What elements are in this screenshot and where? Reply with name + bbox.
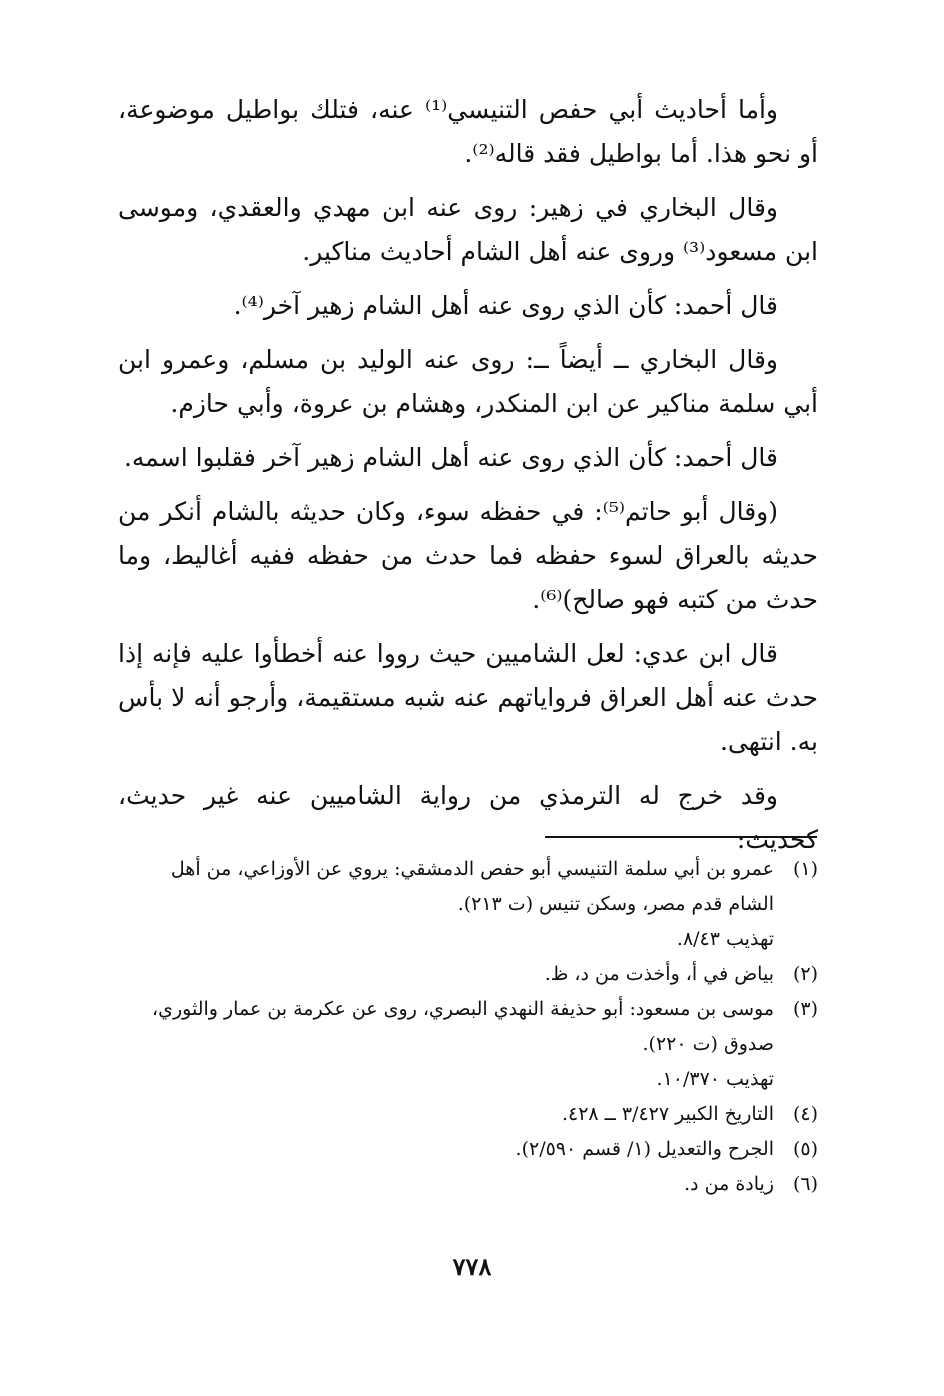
footnote-line: تهذيب ٨/٤٣. — [676, 928, 774, 950]
footnote-number: (١) — [792, 858, 818, 880]
footnote-line: موسى بن مسعود: أبو حذيفة النهدي البصري، روى عن عكرمة بن عمار والثوري، — [151, 998, 774, 1020]
footnote-line: الجرح والتعديل (١/ قسم ٢/٥٩٠). — [515, 1138, 774, 1160]
footnote-line: عمرو بن أبي سلمة التنيسي أبو حفص الدمشقي: يروي عن الأوزاعي، من أهل — [170, 858, 774, 880]
footnote-line: صدوق (ت ٢٢٠). — [642, 1033, 774, 1055]
paragraph: وأما أحاديث أبي حفص التنيسي⁽¹⁾ عنه، فتلك بواطيل موضوعة، أو نحو هذا. أما بواطيل فقد قاله⁽²⁾. — [118, 95, 818, 168]
footnote-item — [112, 1167, 818, 1202]
paragraph: قال ابن عدي: لعل الشاميين حيث رووا عنه أخطأوا عليه فإنه إذا حدث عنه أهل العراق فرواياتهم عنه شبه مستقيمة، وأرجو أنه لا بأس به. انتهى. — [118, 639, 818, 756]
footnote-line: الشام قدم مصر، وسكن تنيس (ت ٢١٣). — [457, 893, 774, 915]
footnote-number: (٦) — [792, 1173, 818, 1195]
footnote-text — [112, 1132, 774, 1167]
footnote-number: (٢) — [792, 963, 818, 985]
footnote-number: (٣) — [792, 998, 818, 1020]
footnote-text — [112, 992, 774, 1097]
footnote-item — [112, 1097, 818, 1132]
footnotes — [112, 852, 818, 1202]
footnote-text — [112, 852, 774, 957]
paragraph: قال أحمد: كأن الذي روى عنه أهل الشام زهير آخر فقلبوا اسمه. — [123, 443, 778, 472]
paragraph: وقال البخاري في زهير: روى عنه ابن مهدي والعقدي، وموسى ابن مسعود⁽³⁾ وروى عنه أهل الشام أحاديث مناكير. — [118, 193, 818, 266]
footnote-item — [112, 1132, 818, 1167]
footnote-item — [112, 852, 818, 957]
footnote-text — [112, 957, 774, 992]
paragraph: قال أحمد: كأن الذي روى عنه أهل الشام زهير آخر⁽⁴⁾. — [233, 291, 778, 320]
footnote-text — [112, 1167, 774, 1202]
footnote-item — [112, 992, 818, 1097]
footnote-line: تهذيب ١٠/٣٧٠. — [656, 1068, 774, 1090]
footnote-number: (٥) — [792, 1138, 818, 1160]
footnote-line: التاريخ الكبير ٣/٤٢٧ ــ ٤٢٨. — [561, 1103, 774, 1125]
main-text — [118, 88, 818, 872]
paragraph: (وقال أبو حاتم⁽⁵⁾: في حفظه سوء، وكان حديثه بالشام أنكر من حديثه بالعراق لسوء حفظه فما حدث من حفظه ففيه أغاليط، وما حدث من كتبه فهو صالح)⁽⁶⁾. — [118, 497, 818, 614]
footnote-item — [112, 957, 818, 992]
footnote-line: بياض في أ، وأخذت من د، ظ. — [544, 963, 774, 985]
footnote-number: (٤) — [792, 1103, 818, 1125]
footnote-line: زيادة من د. — [684, 1173, 774, 1195]
paragraph: وقد خرج له الترمذي من رواية الشاميين عنه غير حديث، كحديث: — [118, 781, 818, 854]
page-number: ٧٧٨ — [452, 1252, 492, 1281]
footnote-text — [112, 1097, 774, 1132]
footnote-separator — [545, 836, 817, 838]
paragraph: وقال البخاري ــ أيضاً ــ: روى عنه الوليد بن مسلم، وعمرو ابن أبي سلمة مناكير عن ابن المنكدر، وهشام بن عروة، وأبي حازم. — [118, 345, 818, 418]
